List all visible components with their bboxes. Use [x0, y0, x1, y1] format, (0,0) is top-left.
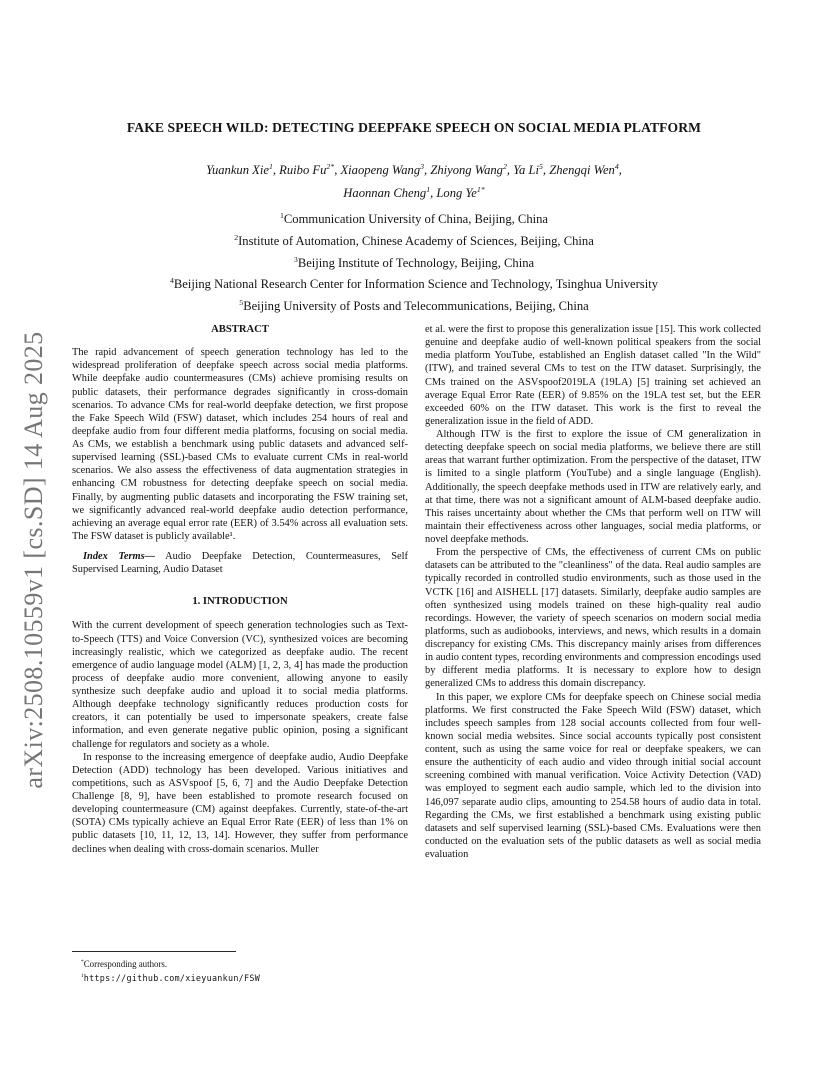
author-superscript: 5: [538, 162, 543, 171]
author-name: Long Ye: [436, 186, 477, 201]
affiliation-text: Beijing Institute of Technology, Beijing, China: [297, 255, 535, 270]
body-columns: [72, 323, 762, 1023]
affiliation-superscript: 1: [280, 211, 284, 221]
author-name: Haonnan Cheng: [343, 186, 427, 201]
footnote-corresponding: [72, 956, 408, 970]
affiliation-superscript: 4: [169, 276, 174, 286]
affiliation-text: Communication University of China, Beijing, China: [283, 212, 548, 227]
author-superscript: 4: [614, 162, 619, 171]
affiliation-superscript: 2: [234, 232, 239, 242]
author-separator: ,: [424, 163, 431, 178]
affiliation-line: [69, 207, 759, 229]
footnote-block: [72, 951, 408, 985]
author-name: Zhiyong Wang: [430, 163, 503, 178]
author-superscript: 1: [268, 162, 273, 171]
author-superscript: 2: [502, 162, 507, 171]
affiliation-line: [69, 272, 759, 294]
affiliation-superscript: 5: [239, 297, 244, 307]
right-paragraph-3: From the perspective of CMs, the effectiveness of current CMs on public datasets can be attributed to the "cleanliness" of the data. Real audio samples are typically recorded in controlled studio environments, such as those used in the VCTK [16] and AISHELL [17] datasets. Similarly, deepfake audio samples are often synthesized using models trained on these high-quality real audio recordings. However, the variety of speech scenarios on modern social media platforms, such as audiobooks, interviews, and news, which results in a domain discrepancy for existing CMs. This discrepancy mainly arises from differences in audio content types, recording environments and compression encodings used by different media platforms. It is necessary to explore how to design generalized CMs to address this domain discrepancy.: [425, 547, 761, 690]
author-superscript: 1*: [476, 185, 485, 195]
author-block: [69, 157, 759, 203]
author-entry: [279, 163, 340, 177]
intro-paragraph-1: With the current development of speech generation technologies such as Text-to-Speech (TTS) and Voice Conversion (VC), synthesized voices are becoming increasingly realistic, which we categorized as deepfake audio. The recent emergence of audio language model (ALM) [1, 2, 3, 4] has made the production process of deepfake audio more convenient, allowing anyone to easily synthesize such deepfake audio and upload it to social media platforms. Although deepfake technology significantly reduces production costs for creators, it can potentially be used to impersonate speakers, create false information, and even generate negative public opinion, posing a significant challenge for regulators and society as a whole.: [72, 620, 408, 750]
right-paragraph-4: In this paper, we explore CMs for deepfake speech on Chinese social media platforms. We first constructed the Fake Speech Wild (FSW) dataset, which includes speech samples from 128 social accounts collected from four well-known social media websites. Since social accounts typically post consistent content, such as using the same voice for real or deepfake speakers, we can ensure the authenticity of each audio and video through initial social account screening combined with manual verification. Voice Activity Detection (VAD) was employed to segment each audio sample, which led to the division into 146,097 separate audio clips, amounting to 254.58 hours of audio data in total. Regarding the CMs, we first established a benchmark using existing public datasets and self supervised learning (SSL)-based CMs. Evaluations were then conducted on the evaluation sets of the public datasets as well as social media evaluation: [425, 691, 761, 860]
author-separator: ,: [618, 163, 622, 178]
author-entry: [430, 163, 513, 177]
footnote-text: Corresponding authors.: [83, 958, 168, 969]
affiliation-line: [69, 229, 759, 251]
affiliation-text: Beijing University of Posts and Telecommunications, Beijing, China: [243, 298, 589, 313]
author-separator: ,: [272, 163, 280, 178]
right-column: [425, 323, 761, 1023]
footnote-dataset: [72, 970, 408, 984]
left-column: [72, 323, 408, 1023]
author-superscript: 3: [420, 162, 425, 171]
paper-header: [69, 120, 759, 315]
author-entry: [436, 186, 484, 200]
right-paragraph-2: Although ITW is the first to explore the issue of CM generalization in detecting deepfake speech on social media platforms, we believe there are still areas that warrant further optimization. From the perspective of the dataset, ITW is limited to a single platform (YouTube) and a single language (English). Additionally, the speech deepfake methods used in ITW are relatively early, and at that time, there was not a significant amount of ALM-based deepfake audio. This raises uncertainty about whether the CMs that perform well on ITW will maintain their effectiveness across other languages, social media platforms, or novel deepfake methods.: [425, 429, 761, 545]
footnote-superscript: 1: [81, 973, 84, 980]
abstract-text: The rapid advancement of speech generation technology has led to the widespread proliferation of deepfake speech across social media platforms. While deepfake audio countermeasures (CMs) achieve promising results on public datasets, their performance degrades significantly in cross-domain scenarios. To advance CMs for real-world deepfake detection, we first propose the Fake Speech Wild (FSW) dataset, which includes 254 hours of real and deepfake audio from four different media platforms, focusing on social media. As CMs, we establish a benchmark using public datasets and advanced self-supervised learning (SSL)-based CMs to evaluate current CMs in real-world scenarios. We also assess the effectiveness of data augmentation strategies in enhancing CM robustness for detecting deepfake speech on social media. Finally, by augmenting public datasets and incorporating the FSW training set, we significantly advanced real-world deepfake audio detection performance, achieving an average equal error rate (EER) of 3.54% across all evaluation sets. The FSW dataset is publicly available¹.: [72, 347, 408, 542]
affiliation-superscript: 3: [293, 254, 298, 264]
affiliation-block: [69, 207, 759, 315]
footnote-rule: [72, 951, 236, 952]
right-paragraph-1: et al. were the first to propose this generalization issue [15]. This work collected genuine and deepfake audio of well-known political speakers from the social media platform YouTube, established an English dataset called "In the Wild" (ITW), and trained several CMs to test on the ITW dataset. Surprisingly, the CMs trained on the ASVspoof2019LA (19LA) [5] training set achieved an average Equal Error Rate (EER) of 9.85% on the 19LA test set, but the EER exceeded 60% on the ITW dataset. This work is the first to reveal the generalization issue in the field of ADD.: [425, 324, 761, 427]
author-entry: [343, 186, 436, 200]
affiliation-line: [69, 251, 759, 273]
paper-title: FAKE SPEECH WILD: DETECTING DEEPFAKE SPEECH ON SOCIAL MEDIA PLATFORM: [126, 120, 702, 135]
index-terms-label: Index Terms—: [83, 551, 156, 562]
author-name: Zhengqi Wen: [549, 163, 615, 178]
affiliation-text: Beijing National Research Center for Information Science and Technology, Tsinghua University: [173, 277, 659, 292]
author-entry: [206, 163, 279, 177]
author-separator: ,: [542, 163, 550, 178]
introduction-heading: 1. INTRODUCTION: [192, 596, 288, 608]
author-entry: [513, 163, 549, 177]
author-superscript: 2*: [326, 162, 335, 171]
author-name: Ya Li: [513, 163, 539, 178]
author-name: Ruibo Fu: [279, 163, 327, 178]
affiliation-text: Institute of Automation, Chinese Academy of Sciences, Beijing, China: [238, 234, 594, 249]
author-entry: [549, 163, 622, 177]
author-superscript: 1: [426, 185, 431, 195]
footnote-url[interactable]: https://github.com/xieyuankun/FSW: [83, 973, 261, 984]
author-name: Yuankun Xie: [206, 163, 269, 178]
intro-paragraph-2: In response to the increasing emergence of deepfake audio, Audio Deepfake Detection (ADD) technology has been developed. Various initiatives and competitions, such as ASVspoof [5, 6, 7] and the Audio Deepfake Detection Challenge [8, 9], have been established to promote research focused on developing countermeasure (CM) against deepfakes. Currently, state-of-the-art (SOTA) CMs typically achieve an Equal Error Rate (EER) of less than 1% on public datasets [10, 11, 12, 13, 14]. However, they suffer from performance declines when dealing with cross-domain scenarios. Muller: [72, 751, 408, 855]
author-line-2: [69, 180, 759, 203]
author-separator: ,: [430, 186, 437, 201]
index-terms: [72, 550, 408, 576]
footnote-superscript: *: [81, 959, 84, 965]
author-separator: ,: [334, 163, 341, 178]
author-separator: ,: [506, 163, 514, 178]
arxiv-watermark: arXiv:2508.10559v1 [cs.SD] 14 Aug 2025: [19, 331, 48, 789]
author-name: Xiaopeng Wang: [340, 163, 421, 178]
abstract-heading: ABSTRACT: [211, 324, 269, 335]
affiliation-line: [69, 294, 759, 316]
author-entry: [340, 163, 430, 177]
author-line-1: [69, 157, 759, 180]
index-terms-text: Audio Deepfake Detection, Countermeasures, Self Supervised Learning, Audio Dataset: [72, 551, 408, 576]
